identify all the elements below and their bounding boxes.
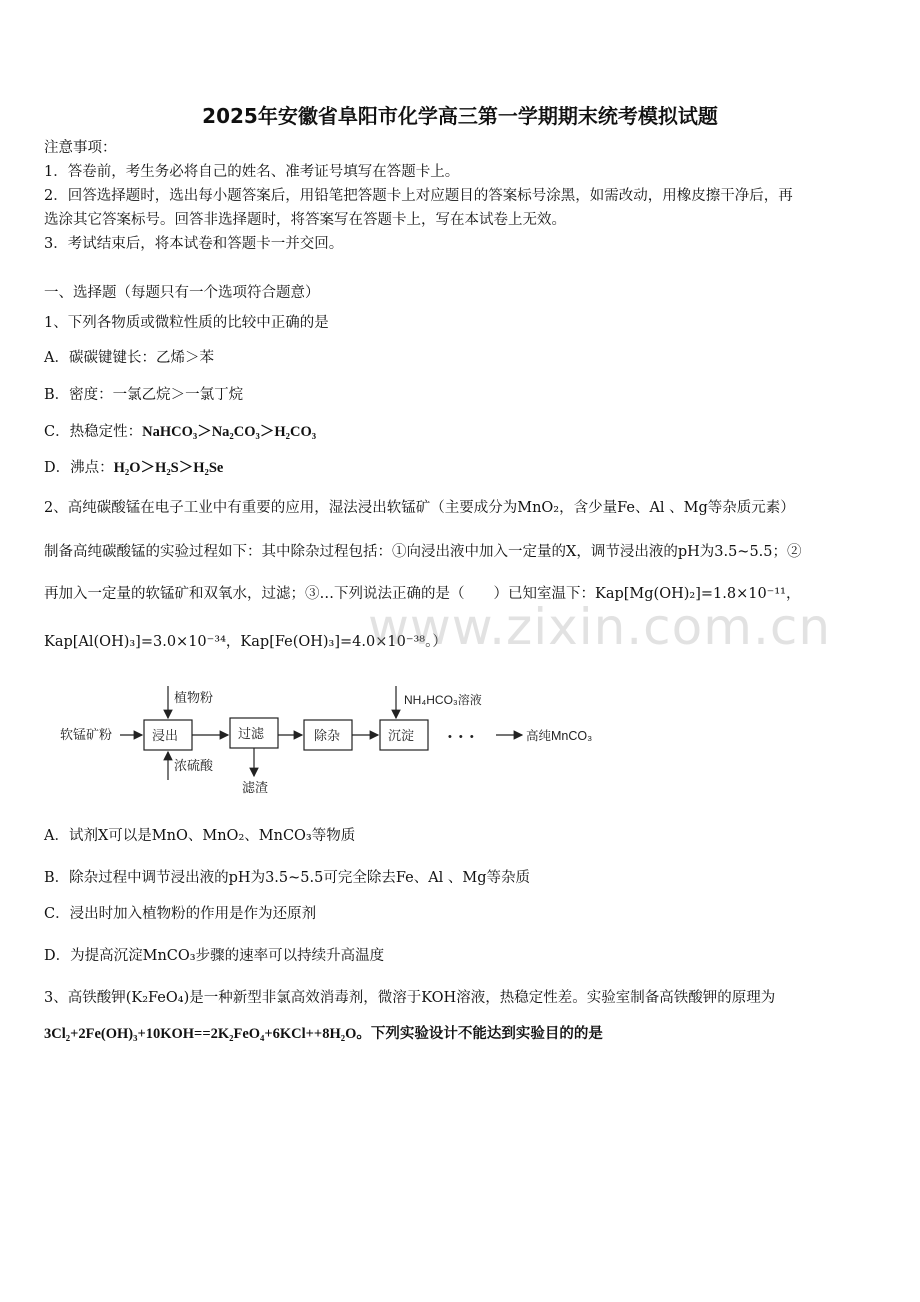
q1-option-d-formula: H₂O＞H₂S＞H₂Se [113,460,224,476]
residue-label: 滤渣 [242,780,269,795]
q1-option-c-label: C．热稳定性： [44,424,143,440]
q1-stem: 1、下列各物质或微粒性质的比较中正确的是 [44,315,329,331]
q1-option-d [44,458,223,478]
q1-option-d-label: D．沸点： [44,460,114,476]
section-heading: 一、选择题（每题只有一个选项符合题意） [44,285,320,301]
notice-item-1: 1．答卷前，考生务必将自己的姓名、准考证号填写在答题卡上。 [44,164,460,180]
product-label: 高纯MnCO₃ [526,729,593,743]
q1-option-c [44,422,316,442]
step-4-label: 沉淀 [388,728,415,743]
process-flow-diagram [44,684,624,800]
q2-option-c: C．浸出时加入植物粉的作用是作为还原剂 [44,906,317,922]
flow-dots: • • • [448,731,476,743]
q1-option-b: B．密度：一氯乙烷＞一氯丁烷 [44,387,244,403]
q2-line-4: Kap[Al(OH)₃]=3.0×10⁻³⁴，Kap[Fe(OH)₃]=4.0×10⁻³⁸。） [44,634,447,650]
watermark: www.zixin.com.cn [368,598,832,656]
q2-line-3: 再加入一定量的软锰矿和双氧水，过滤；③…下列说法正确的是（ ）已知室温下：Kap[Mg(OH)₂]=1.8×10⁻¹¹， [44,586,801,602]
q1-option-a: A．碳碳键键长：乙烯＞苯 [44,350,214,366]
step-2-label: 过滤 [238,726,265,741]
notice-item-3: 3．考试结束后，将本试卷和答题卡一并交回。 [44,236,344,252]
q2-line-1: 2、高纯碳酸锰在电子工业中有重要的应用，湿法浸出软锰矿（主要成分为MnO₂，含少量Fe、Al 、Mg等杂质元素） [44,500,795,516]
step-3-label: 除杂 [314,728,341,743]
notice-item-2b: 选涂其它答案标号。回答非选择题时，将答案写在答题卡上，写在本试卷上无效。 [44,212,566,228]
q2-option-b: B．除杂过程中调节浸出液的pH为3.5~5.5可完全除去Fe、Al 、Mg等杂质 [44,870,531,886]
q3-line-1: 3、高铁酸钾(K₂FeO₄)是一种新型非氯高效消毒剂，微溶于KOH溶液，热稳定性差。实验室制备高铁酸钾的原理为 [44,990,776,1006]
q2-option-d: D．为提高沉淀MnCO₃步骤的速率可以持续升高温度 [44,948,385,964]
q1-option-c-formula: NaHCO₃＞Na₂CO₃＞H₂CO₃ [142,424,317,440]
notice-item-2a: 2．回答选择题时，选出每小题答案后，用铅笔把答题卡上对应题目的答案标号涂黑，如需改动，用橡皮擦干净后，再 [44,188,793,204]
reagent-label: NH₄HCO₃溶液 [404,693,482,707]
add-top-label: 植物粉 [174,690,214,705]
step-1-label: 浸出 [152,728,179,743]
notice-heading: 注意事项： [44,140,117,156]
q2-option-a: A．试剂X可以是MnO、MnO₂、MnCO₃等物质 [44,828,356,844]
page-title: 2025年安徽省阜阳市化学高三第一学期期末统考模拟试题 [202,104,718,128]
q3-line-2: 3Cl₂+2Fe(OH)₃+10KOH==2K₂FeO₄+6KCl++8H₂O。下列实验设计不能达到实验目的的是 [44,1026,603,1042]
add-bottom-label: 浓硫酸 [174,758,214,773]
q2-line-2: 制备高纯碳酸锰的实验过程如下：其中除杂过程包括：①向浸出液中加入一定量的X，调节浸出液的pH为3.5~5.5；② [44,544,802,560]
flow-input-label: 软锰矿粉 [60,727,113,742]
